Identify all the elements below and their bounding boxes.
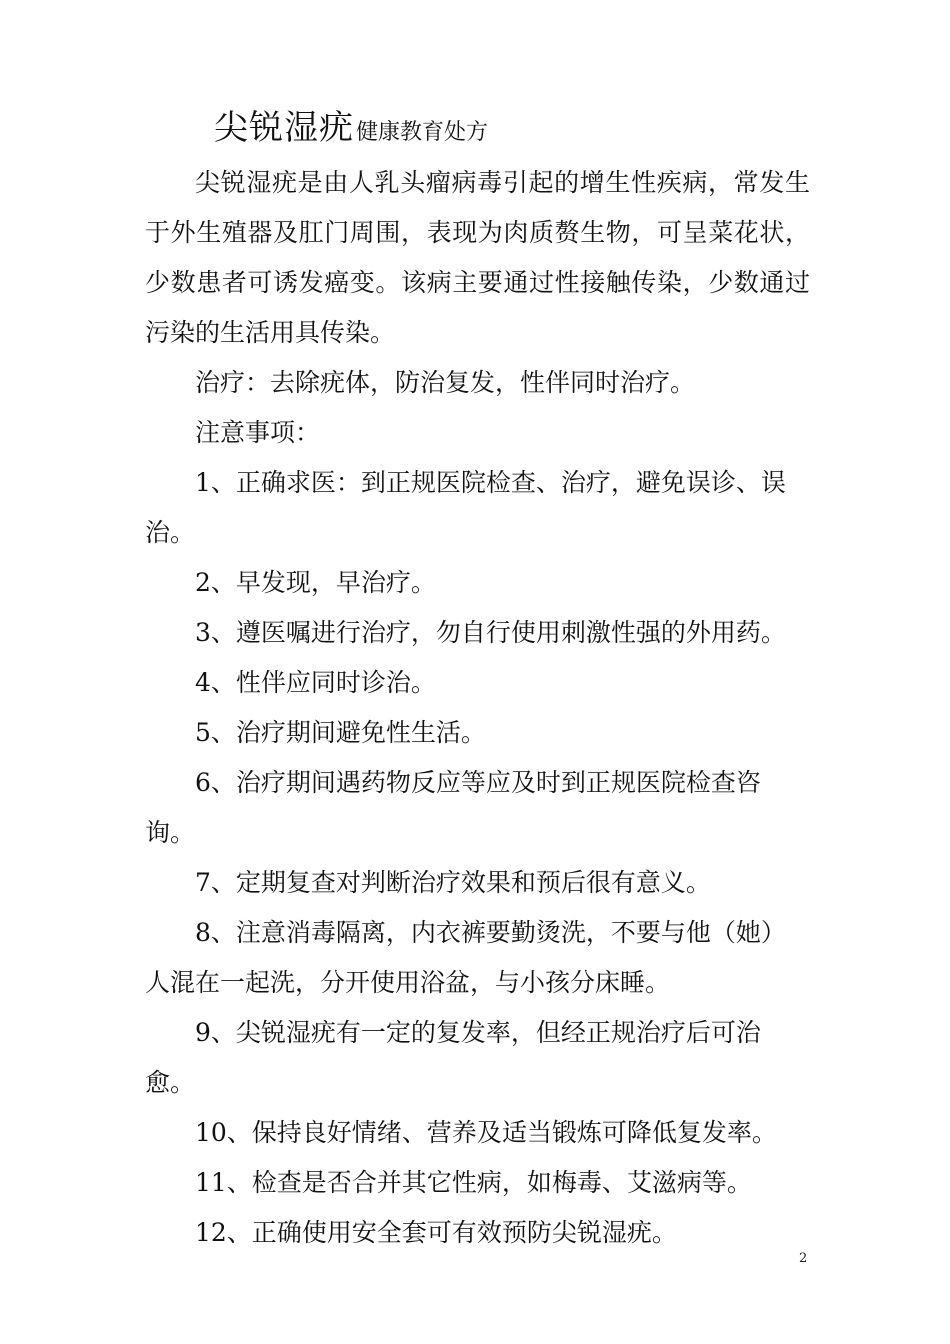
note-item-1: 1、正确求医：到正规医院检查、治疗，避免误诊、误治。 (145, 468, 786, 547)
note-item-9: 9、尖锐湿疣有一定的复发率，但经正规治疗后可治愈。 (145, 1018, 761, 1097)
title-subtitle: 健康教育处方 (356, 120, 489, 145)
intro-paragraph: 尖锐湿疣是由人乳头瘤病毒引起的增生性疾病，常发生于外生殖器及肛门周围，表现为肉质赘生物，可呈菜花状，少数患者可诱发癌变。该病主要通过性接触传染，少数通过污染的生活用具传染。 (145, 168, 810, 347)
treatment-paragraph: 治疗：去除疣体，防治复发，性伴同时治疗。 (195, 368, 696, 397)
note-item-6: 6、治疗期间遇药物反应等应及时到正规医院检查咨询。 (145, 768, 761, 847)
note-item-7: 7、定期复查对判断治疗效果和预后很有意义。 (195, 868, 711, 897)
note-item-12: 12、正确使用安全套可有效预防尖锐湿疣。 (195, 1218, 677, 1247)
note-item-5: 5、治疗期间避免性生活。 (195, 718, 486, 747)
document-body (145, 158, 810, 1258)
title-main: 尖锐湿疣 (214, 108, 354, 148)
note-item-4: 4、性伴应同时诊治。 (195, 668, 436, 697)
note-item-11: 11、检查是否合并其它性病，如梅毒、艾滋病等。 (195, 1168, 752, 1197)
notes-heading: 注意事项： (195, 418, 321, 447)
note-item-10: 10、保持良好情绪、营养及适当锻炼可降低复发率。 (195, 1118, 777, 1147)
page-number: 2 (799, 1251, 808, 1266)
note-item-3: 3、遵医嘱进行治疗，勿自行使用刺激性强的外用药。 (195, 618, 786, 647)
note-item-8: 8、注意消毒隔离，内衣裤要勤烫洗，不要与他（她）人混在一起洗，分开使用浴盆，与小孩分床睡。 (145, 918, 786, 997)
note-item-2: 2、早发现，早治疗。 (195, 568, 436, 597)
document-title (214, 100, 488, 149)
